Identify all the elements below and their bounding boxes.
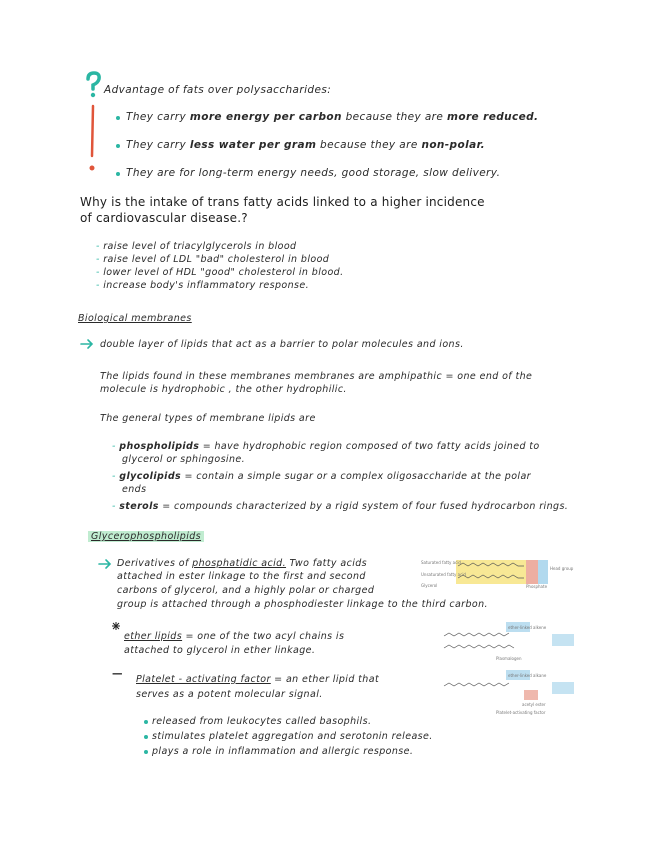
bullet-dot <box>116 144 120 148</box>
figure-label: Unsaturated fatty acid <box>421 572 466 577</box>
figure-label: Plasmalogen <box>496 656 522 661</box>
paragraph-line: attached in ester linkage to the first and second <box>117 571 366 582</box>
list-item: - raise level of triacylglycerols in blood <box>96 241 297 252</box>
biological-membranes-heading: Biological membranes <box>78 313 192 324</box>
arrow-right-icon <box>80 339 94 349</box>
paragraph-line: glycerol or sphingosine. <box>122 454 246 465</box>
membrane-definition: double layer of lipids that act as a barrier to polar molecules and ions. <box>100 339 464 350</box>
paf-point: released from leukocytes called basophils. <box>152 716 372 727</box>
bullet-dot <box>116 116 120 120</box>
bullet-item: They carry less water per gram because they are non-polar. <box>126 139 486 151</box>
bullet-item: They carry more energy per carbon because they are more reduced. <box>126 111 539 123</box>
paragraph-line: carbons of glycerol, and a highly polar or charged <box>117 585 375 596</box>
phospholipid-diagram <box>420 556 574 590</box>
lipid-type-glycolipids: - glycolipids = contain a simple sugar or a complex oligosaccharide at the polar <box>112 471 531 482</box>
paragraph-line: The lipids found in these membranes membranes are amphipathic = one end of the <box>100 371 533 382</box>
bullet-dot <box>144 750 148 754</box>
fats-advantage-heading: Advantage of fats over polysaccharides: <box>104 84 332 96</box>
exclamation-icon <box>88 104 98 176</box>
ether-lipid-diagram <box>440 620 580 718</box>
list-item: - lower level of HDL "good" cholesterol in blood. <box>96 267 344 278</box>
figure-label: ether-linked alkane <box>508 673 547 678</box>
question-mark-icon <box>84 72 102 98</box>
ether-lipids-line: ether lipids = one of the two acyl chains is <box>124 631 345 642</box>
paragraph-line: molecule is hydrophobic , the other hydrophilic. <box>100 384 347 395</box>
paragraph-line: serves as a potent molecular signal. <box>136 689 323 700</box>
paf-point: stimulates platelet aggregation and serotonin release. <box>152 731 433 742</box>
star-bullet-icon <box>112 622 120 630</box>
arrow-right-icon <box>98 559 112 569</box>
figure-label: acetyl ester <box>522 702 546 707</box>
figure-label: Phosphate <box>526 584 548 589</box>
paragraph-line: attached to glycerol in ether linkage. <box>124 645 316 656</box>
paf-point: plays a role in inflammation and allergic response. <box>152 746 414 757</box>
figure-label: ether-linked alkene <box>508 625 547 630</box>
derivatives-line: Derivatives of phosphatidic acid. Two fatty acids <box>117 558 368 569</box>
lipid-type-sterols: - sterols = compounds characterized by a rigid system of four fused hydrocarbon rings. <box>112 501 569 512</box>
trans-fat-question-line1: Why is the intake of trans fatty acids linked to a higher incidence <box>80 195 485 209</box>
paragraph-line: The general types of membrane lipids are <box>100 413 316 424</box>
paragraph-line: group is attached through a phosphodiester linkage to the third carbon. <box>117 599 488 610</box>
glycerophospholipids-heading: Glycerophospholipids <box>88 530 204 543</box>
bullet-dot <box>116 172 120 176</box>
figure-label: Head group <box>550 566 574 571</box>
paragraph-line: ends <box>122 484 147 495</box>
bullet-dot <box>144 720 148 724</box>
list-item: - increase body's inflammatory response. <box>96 280 310 291</box>
paf-line: Platelet - activating factor = an ether lipid that <box>136 674 380 685</box>
figure-label: Platelet-activating factor <box>496 710 546 715</box>
figure-label: Saturated fatty acid <box>421 560 461 565</box>
lipid-type-phospholipids: - phospholipids = have hydrophobic region composed of two fatty acids joined to <box>112 441 540 452</box>
bullet-item: They are for long-term energy needs, good storage, slow delivery. <box>126 167 501 179</box>
trans-fat-question-line2: of cardiovascular disease.? <box>80 211 248 225</box>
figure-label: Glycerol <box>421 583 438 588</box>
bullet-dot <box>144 735 148 739</box>
list-item: - raise level of LDL "bad" cholesterol in blood <box>96 254 330 265</box>
dash-bullet-icon: — <box>112 668 123 680</box>
